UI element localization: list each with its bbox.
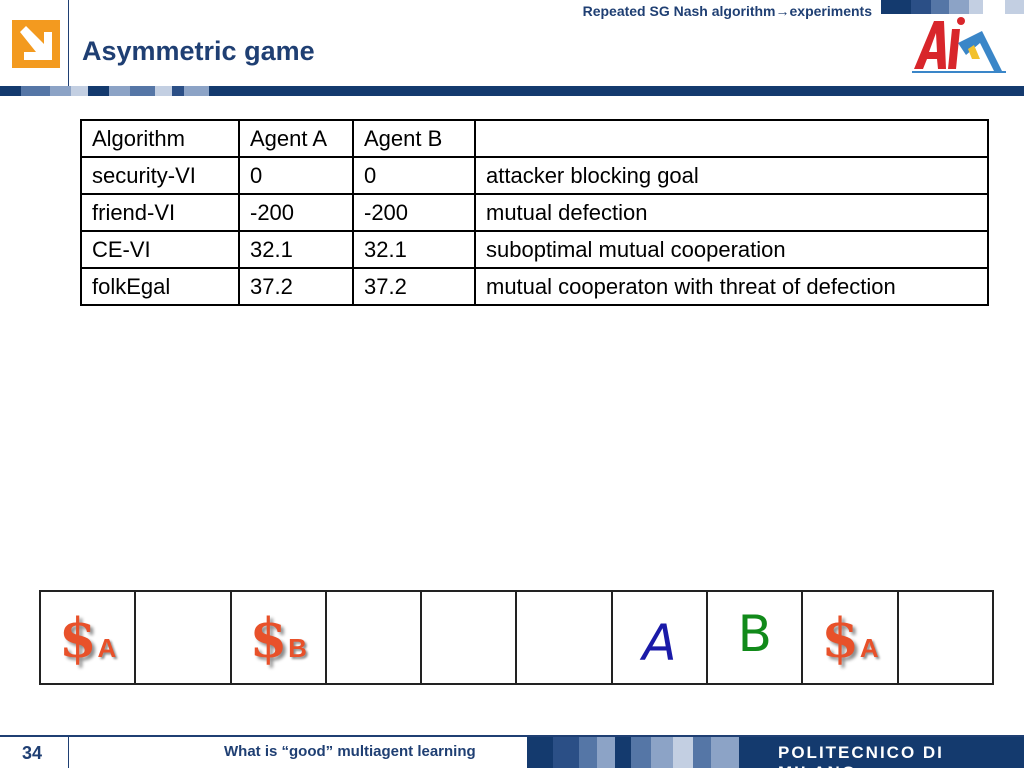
goal-owner-label: A <box>859 633 879 663</box>
table-row <box>81 157 988 194</box>
dollar-icon: $ <box>249 605 288 670</box>
header-description <box>475 120 988 157</box>
header-algorithm: Algorithm <box>81 120 239 157</box>
agent-b-cell: 37.2 <box>353 268 475 305</box>
description-cell: suboptimal mutual cooperation <box>475 231 988 268</box>
table-header-row <box>81 120 988 157</box>
game-grid <box>39 590 994 685</box>
grid-cell-empty <box>422 592 517 683</box>
results-table <box>80 119 989 306</box>
grid-cell-agent-a <box>613 592 708 683</box>
grid-cell-goal-a <box>41 592 136 683</box>
arrow-down-right-icon <box>12 20 60 68</box>
table-row <box>81 268 988 305</box>
topic-label: Repeated SG Nash algorithm→experiments <box>582 3 872 19</box>
agent-a-label: A <box>642 613 677 672</box>
agent-a-cell: -200 <box>239 194 353 231</box>
arrow-logo <box>0 0 68 86</box>
table-row <box>81 194 988 231</box>
grid-cell-empty <box>899 592 992 683</box>
agent-a-cell: 0 <box>239 157 353 194</box>
page-number: 34 <box>22 743 43 763</box>
agent-a-cell: 37.2 <box>239 268 353 305</box>
description-cell: mutual cooperaton with threat of defection <box>475 268 988 305</box>
footer-title: What is “good” multiagent learning <box>224 743 476 760</box>
agent-b-cell: 32.1 <box>353 231 475 268</box>
grid-cell-empty <box>136 592 231 683</box>
description-cell: attacker blocking goal <box>475 157 988 194</box>
algorithm-cell: folkEgal <box>81 268 239 305</box>
agent-b-cell: -200 <box>353 194 475 231</box>
slide-title: Asymmetric game <box>82 36 315 66</box>
description-cell: mutual defection <box>475 194 988 231</box>
grid-cell-empty <box>327 592 422 683</box>
grid-cell-empty <box>517 592 612 683</box>
header-agent-a: Agent A <box>239 120 353 157</box>
footer-divider <box>68 737 69 768</box>
agent-b-label: B <box>737 604 772 663</box>
agent-a-cell: 32.1 <box>239 231 353 268</box>
agent-b-cell: 0 <box>353 157 475 194</box>
algorithm-cell: CE-VI <box>81 231 239 268</box>
top-color-strip <box>881 0 1024 14</box>
header-color-strip <box>0 86 1024 96</box>
grid-cell-goal-a <box>803 592 898 683</box>
ai-lab-logo <box>910 15 1010 77</box>
institution-name: POLITECNICO DI MILANO <box>778 743 944 782</box>
dollar-icon: $ <box>58 605 97 670</box>
grid-cell-agent-b <box>708 592 803 683</box>
dollar-icon: $ <box>821 605 859 670</box>
header-agent-b: Agent B <box>353 120 475 157</box>
goal-owner-label: A <box>97 633 117 663</box>
grid-cell-goal-b <box>232 592 327 683</box>
algorithm-cell: friend-VI <box>81 194 239 231</box>
goal-owner-label: B <box>288 633 307 663</box>
header-divider <box>68 0 69 86</box>
algorithm-cell: security-VI <box>81 157 239 194</box>
table-row <box>81 231 988 268</box>
